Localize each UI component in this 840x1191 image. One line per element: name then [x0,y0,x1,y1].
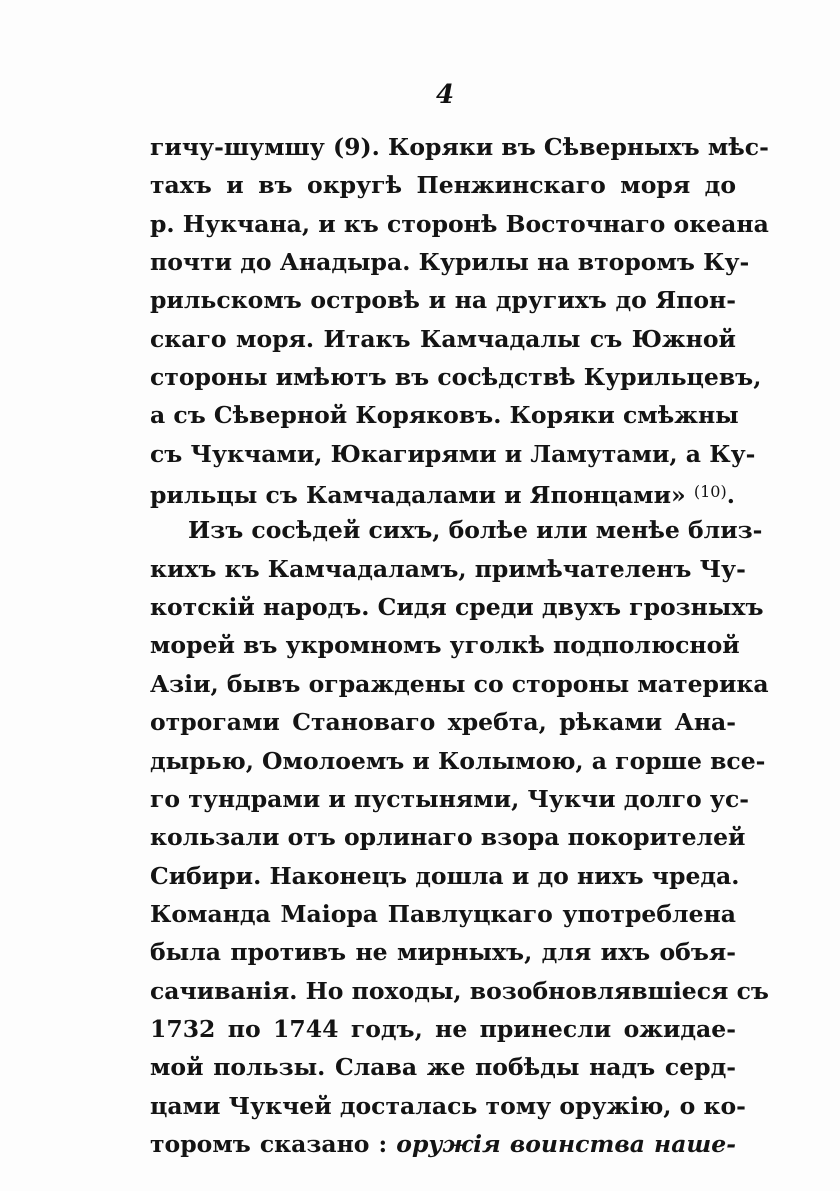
text-segment: го тундрами и пустынями, Чукчи долго ус- [150,784,750,813]
text-line [150,166,736,204]
text-segment: кользали отъ орлинаго взора покорителей [150,823,746,852]
text-segment: дырью, Омолоемъ и Колымою, а горше все- [150,746,766,775]
text-segment: отрогами Становаго хребта, рѣками Ана- [150,708,736,737]
text-segment: гичу-шумшу (9). Коряки въ Сѣверныхъ мѣс- [150,133,769,161]
text-segment: почти до Анадыра. Курилы на второмъ Ку- [150,248,750,277]
text-line [150,473,736,511]
text-line [150,281,736,319]
text-segment: а съ Сѣверной Коряковъ. Коряки смѣжны [150,401,739,430]
text-line [150,128,769,166]
text-segment: котскій народъ. Сидя среди двухъ грозныхъ [150,593,764,622]
text-segment: съ Чукчами, Юкагирями и Ламутами, а Ку- [150,439,756,468]
text-line [150,243,750,281]
text-segment: Сибири. Наконецъ дошла и до нихъ чреда. [150,861,740,890]
page-number: 4 [435,80,455,110]
text-line [150,550,746,588]
text-segment: была противъ не мирныхъ, для ихъ объя- [150,938,736,967]
text-segment: Азіи, бывъ ограждены со стороны материка [150,669,769,698]
text-segment: 1732 по 1744 годъ, не принесли ожидае- [150,1014,736,1043]
text-line [150,895,736,933]
body-text [150,128,769,1163]
text-line [150,703,736,741]
text-line [150,780,750,818]
text-line [150,818,746,856]
text-line [150,205,769,243]
text-line [150,358,762,396]
text-segment: . [726,481,735,510]
text-segment: стороны имѣютъ въ сосѣдствѣ Курильцевъ, [150,363,762,392]
text-segment: торомъ сказано : [150,1129,397,1158]
text-line [150,1087,746,1125]
text-segment: цами Чукчей досталась тому оружію, о ко- [150,1091,746,1120]
text-line [150,511,763,549]
text-segment: рильцы съ Камчадалами и Японцами» [150,481,694,510]
text-segment: Команда Маіора Павлуцкаго употреблена [150,899,736,928]
text-line [150,588,764,626]
text-line [150,320,736,358]
text-segment: Изъ сосѣдей сихъ, болѣе или менѣе близ- [188,516,763,545]
text-segment: скаго моря. Итакъ Камчадалы съ Южной [150,324,736,353]
text-line [150,972,769,1010]
text-segment: р. Нукчана, и къ сторонѣ Восточнаго океана [150,209,769,238]
text-line [150,435,756,473]
text-line [150,1048,736,1086]
text-segment: мой пользы. Слава же побѣды надъ серд- [150,1053,736,1082]
text-line [150,396,739,434]
text-segment: морей въ укромномъ уголкѣ подполюсной [150,631,740,660]
footnote-ref: (10) [693,482,727,502]
text-line [150,626,740,664]
text-segment: кихъ къ Камчадаламъ, примѣчателенъ Чу- [150,554,746,583]
text-segment: сачиванія. Но походы, возобновлявшіеся съ [150,976,769,1005]
text-line [150,665,769,703]
text-line [150,742,766,780]
text-segment: тахъ и въ округѣ Пенжинскаго моря до [150,171,736,200]
text-line [150,1125,736,1163]
text-line [150,933,736,971]
text-segment: рильскомъ островѣ и на другихъ до Япон- [150,286,736,315]
text-line [150,857,740,895]
text-line [150,1010,736,1048]
italic-quote: оружія воинства наше- [396,1129,736,1158]
